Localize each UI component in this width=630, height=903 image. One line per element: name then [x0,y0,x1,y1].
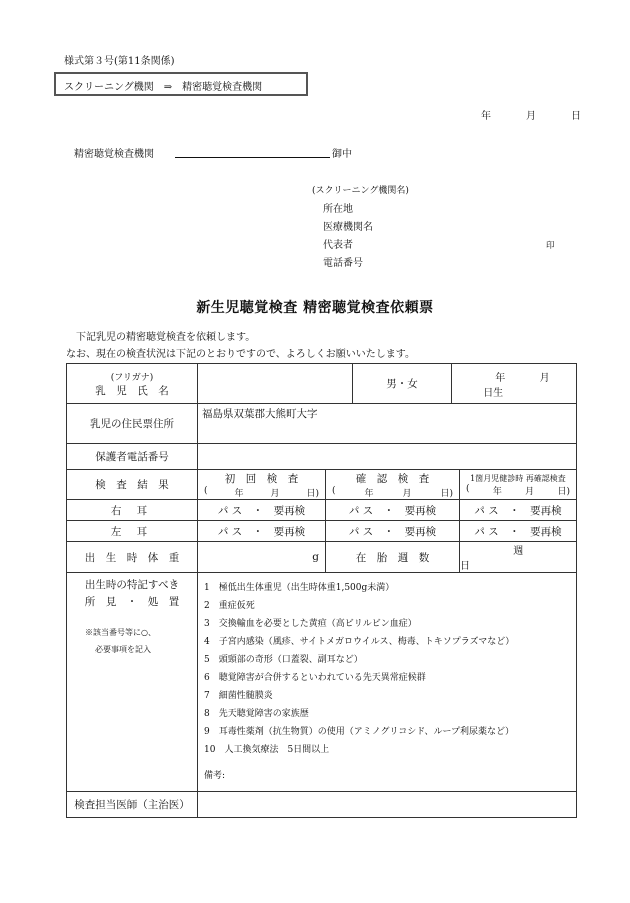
finding-item-10[interactable]: 10 人工換気療法 5日間以上 [204,745,330,755]
date-month: 月 [526,111,536,122]
paren-close: ) [315,488,319,499]
doctor-field[interactable] [198,792,577,818]
finding-item-4[interactable]: 4 子宮内感染（風疹、サイトメガロウイルス、梅毒、トキソプラズマなど） [204,637,515,647]
finding-item-2[interactable]: 2 重症仮死 [204,601,255,611]
remarks-label: 備考: [204,771,226,781]
page-title: 新生児聴覚検査 精密聴覚検査依頼票 [196,300,434,316]
finding-item-9[interactable]: 9 耳毒性薬剤（抗生物質）の使用（アミノグリコシド、ループ利尿薬など） [204,727,515,737]
birth-day-label: 日生 [483,387,504,399]
recheck-test-header [460,470,577,500]
result-label: 検 査 結 果 [67,470,198,500]
addressee-line[interactable] [175,157,330,158]
first-test-header [198,470,326,500]
gestation-field[interactable] [460,542,577,573]
birth-month-label: 月 [539,372,550,384]
paren-open: ( [204,485,208,496]
route-text: スクリーニング機関 ⇒ 精密聴覚検査機関 [64,82,263,93]
infant-name-label: 乳 児 氏 名 [95,384,169,397]
right-ear-confirm[interactable]: パ ス ・ 要再検 [326,500,460,521]
year-label: 年 [364,488,374,499]
left-ear-confirm[interactable]: パ ス ・ 要再検 [326,521,460,542]
day-label: 日 [440,488,450,499]
finding-item-3[interactable]: 3 交換輸血を必要とした黄疸（高ビリルビン血症） [204,619,417,629]
confirm-test-header [326,470,460,500]
guardian-phone-label: 保護者電話番号 [67,444,198,470]
birth-weight-label: 出 生 時 体 重 [67,542,198,573]
address-field[interactable] [198,404,577,444]
confirm-test-title: 確 認 検 査 [355,472,430,485]
confirm-test-date[interactable] [326,486,459,499]
first-test-date[interactable] [198,486,325,499]
sender-phone: 電話番号 [323,258,363,269]
recheck-test-date[interactable] [460,484,576,497]
findings-label-1: 出生時の特記すべき [84,579,180,591]
left-ear-label: 左 耳 [67,521,198,542]
birth-weight-field[interactable] [198,542,326,573]
year-label: 年 [492,486,502,497]
day-label: 日 [557,486,567,497]
right-ear-first[interactable]: パ ス ・ 要再検 [198,500,326,521]
intro-line-2: なお、現在の検査状況は下記のとおりですので、よろしくお願いいたします。 [66,349,415,360]
right-ear-recheck[interactable]: パ ス ・ 要再検 [460,500,577,521]
route-box [54,72,308,96]
findings-label-2: 所 見 ・ 処 置 [84,596,180,608]
guardian-phone-field[interactable] [198,444,577,470]
paren-open: ( [466,483,470,494]
recheck-test-title: 1箇月児健診時 再確認検査 [470,473,566,483]
first-test-title: 初 回 検 査 [224,472,299,485]
sender-address: 所在地 [323,204,353,215]
paren-close: ) [449,488,453,499]
date-year: 年 [481,111,491,122]
sex-cell[interactable] [353,364,452,404]
left-ear-first[interactable]: パ ス ・ 要再検 [198,521,326,542]
week-unit: 週 [513,546,524,557]
form-number: 様式第３号(第11条関係) [64,56,175,67]
furigana-label: (フリガナ) [110,372,154,383]
sender-representative: 代表者 [323,240,353,251]
left-ear-recheck[interactable]: パ ス ・ 要再検 [460,521,577,542]
findings-note-2: 必要事項を記入 [95,645,151,654]
finding-item-5[interactable]: 5 頭頸部の奇形（口蓋裂、副耳など） [204,655,363,665]
findings-label-cell [67,573,198,792]
addressee-label: 精密聴覚検査機関 [74,149,154,160]
address-label: 乳児の住民票住所 [67,404,198,444]
intro-line-1: 下記乳児の精密聴覚検査を依頼します。 [76,332,256,343]
month-label: 月 [525,486,535,497]
birthdate-cell[interactable] [452,364,577,404]
finding-item-1[interactable]: 1 極低出生体重児（出生時体重1,500g未満） [204,583,395,593]
addressee-suffix: 御中 [332,149,352,160]
sex-label: 男・女 [386,378,418,390]
gestation-label: 在 胎 週 数 [326,542,460,573]
day-unit: 日 [460,561,470,572]
date-day: 日 [571,111,581,122]
paren-close: ) [566,486,570,497]
month-label: 月 [402,488,412,499]
finding-item-6[interactable]: 6 聴覚障害が合併するといわれている先天異常症候群 [204,673,426,683]
month-label: 月 [270,488,280,499]
findings-note-1: ※該当番号等に○、 [85,628,156,637]
seal-mark: 印 [546,241,555,251]
name-label-cell [67,364,198,404]
finding-item-8[interactable]: 8 先天聴覚障害の家族歴 [204,709,309,719]
infant-name-field[interactable] [198,364,353,404]
sender-heading: (スクリーニング機関名) [312,186,409,196]
finding-item-7[interactable]: 7 細菌性髄膜炎 [204,691,273,701]
birth-year-label: 年 [495,372,506,384]
gram-unit: g [312,551,319,563]
paren-open: ( [332,485,336,496]
doctor-label: 検査担当医師（主治医） [67,792,198,818]
right-ear-label: 右 耳 [67,500,198,521]
address-value: 福島県双葉郡大熊町大字 [202,408,318,420]
sender-facility: 医療機関名 [323,222,373,233]
day-label: 日 [306,488,316,499]
year-label: 年 [234,488,244,499]
